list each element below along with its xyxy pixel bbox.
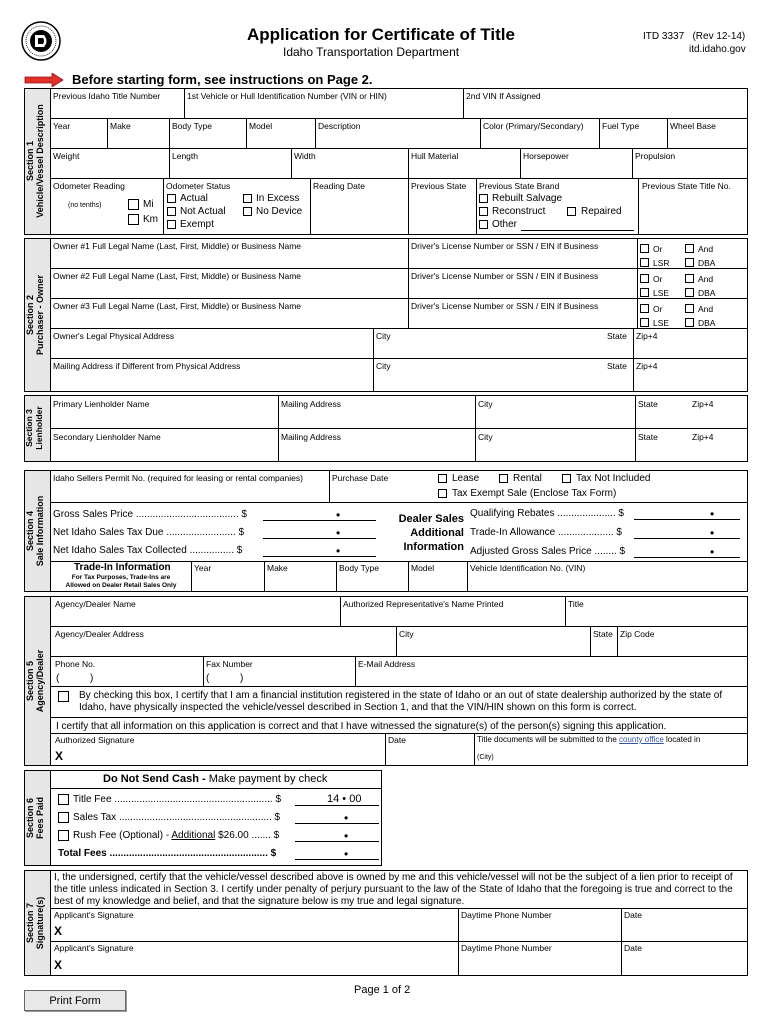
checkbox-owner2-lse[interactable] — [640, 288, 649, 297]
label-applicant-date-1: Date — [624, 910, 642, 920]
label-agency-state: State — [593, 629, 613, 639]
label-owner1-lsr: LSR — [653, 258, 670, 268]
decimal-tradein-allowance: • — [710, 526, 715, 540]
decimal-total-fees: • — [344, 847, 349, 861]
field-tradein-allowance[interactable] — [634, 538, 740, 539]
title-docs-text: Title documents will be submitted to the county office located in — [477, 735, 701, 744]
label-secondary-lienholder: Secondary Lienholder Name — [53, 432, 161, 442]
label-owner2-dba: DBA — [698, 288, 716, 298]
label-rebates: Qualifying Rebates ..................... $ — [470, 508, 624, 519]
label-owner3-and: And — [698, 304, 714, 314]
label-vin1: 1st Vehicle or Hull Identification Number (VIN or HIN) — [187, 91, 387, 101]
label-net-tax-due: Net Idaho Sales Tax Due ......................... $ — [53, 527, 245, 538]
label-city-paren: (City) — [477, 754, 494, 761]
label-previous-state: Previous State — [411, 181, 467, 191]
label-agency-name: Agency/Dealer Name — [55, 599, 136, 609]
checkbox-rebuilt-salvage[interactable] — [479, 194, 488, 203]
label-odometer: Odometer Reading — [53, 181, 125, 191]
field-net-tax-due[interactable] — [263, 538, 376, 539]
label-mi: Mi — [143, 199, 154, 210]
applicant-signature-1-x[interactable]: X — [54, 924, 63, 938]
section-1-label: Section 1 Vehicle/Vessel Description — [25, 104, 46, 218]
field-gross-sales[interactable] — [263, 520, 376, 521]
label-gross-sales: Gross Sales Price ..................................... $ — [53, 509, 247, 520]
value-title-fee: 14 • 00 — [327, 793, 362, 805]
label-phone: Phone No. — [55, 659, 96, 669]
decimal-net-tax-collected: • — [336, 544, 341, 558]
label-previous-title: Previous Idaho Title Number — [53, 91, 161, 101]
label-no-tenths: (no tenths) — [68, 202, 102, 209]
label-model: Model — [249, 121, 273, 131]
label-rep-name: Authorized Representative's Name Printed — [343, 599, 504, 609]
label-agency-city: City — [399, 629, 414, 639]
label-description: Description — [318, 121, 361, 131]
checkbox-owner3-dba[interactable] — [685, 318, 694, 327]
checkbox-actual[interactable] — [167, 194, 176, 203]
label-in-excess: In Excess — [256, 193, 300, 204]
label-reconstruct: Reconstruct — [492, 206, 546, 217]
label-secondary-mailing: Mailing Address — [281, 432, 342, 442]
label-previous-state-title: Previous State Title No. — [642, 181, 731, 191]
checkbox-mi[interactable] — [128, 199, 139, 210]
label-adjusted-gross: Adjusted Gross Sales Price ........ $ — [470, 546, 626, 557]
label-primary-lienholder: Primary Lienholder Name — [53, 399, 150, 409]
decimal-rush-fee: • — [344, 829, 349, 843]
owner-certify-text: I, the undersigned, certify that the vehicle/vessel described above is owned by me and this vehicle/vessel will not be the subject of a lien prior to receipt of the title unless indicated in Section 3. I certify under penalty of perjury pursuant to the law of the State of Idaho that the foregoing is true and correct to the best of my knowledge and belief, and that the signature below is my true and legal signature. — [54, 872, 733, 907]
arrow-right-icon — [24, 73, 64, 87]
label-sellers-permit: Idaho Sellers Permit No. (required for leasing or rental companies) — [53, 473, 303, 483]
label-tradein-year: Year — [194, 563, 212, 573]
label-primary-city: City — [478, 399, 493, 409]
label-make: Make — [110, 121, 131, 131]
label-authorized-date: Date — [388, 735, 406, 745]
checkbox-rental[interactable] — [499, 474, 508, 483]
label-title-fee: Title Fee ......................................................... $ — [73, 794, 282, 805]
label-email: E-Mail Address — [358, 659, 416, 669]
fax-paren-open: ( — [206, 673, 210, 684]
checkbox-tax-not-included[interactable] — [562, 474, 571, 483]
decimal-net-tax-due: • — [336, 526, 341, 540]
checkbox-not-actual[interactable] — [167, 207, 176, 216]
checkbox-owner2-and[interactable] — [685, 274, 694, 283]
label-tradein-body: Body Type — [339, 563, 380, 573]
other-underline[interactable] — [521, 230, 634, 231]
checkbox-rush-fee[interactable] — [58, 830, 69, 841]
label-purchase-date: Purchase Date — [332, 473, 389, 483]
dealer-info-heading: Dealer Sales Additional Information — [398, 513, 464, 553]
field-net-tax-collected[interactable] — [263, 556, 376, 557]
section-3-label: Section 3 Lienholder — [24, 406, 44, 450]
itd-seal-logo — [20, 20, 62, 62]
label-dl2: Driver's License Number or SSN / EIN if Business — [411, 271, 599, 281]
applicant-signature-2-x[interactable]: X — [54, 958, 63, 972]
label-dl1: Driver's License Number or SSN / EIN if Business — [411, 241, 599, 251]
fax-paren-close: ) — [240, 673, 244, 684]
label-lease: Lease — [452, 473, 480, 484]
label-authorized-signature: Authorized Signature — [55, 735, 135, 745]
label-total-fees: Total Fees ......................................................... $ — [58, 848, 277, 859]
label-owner1-or: Or — [653, 244, 663, 254]
website: itd.idaho.gov — [689, 44, 746, 55]
label-mailing-address: Mailing Address if Different from Physical Address — [53, 361, 241, 371]
label-repaired: Repaired — [581, 206, 622, 217]
label-tax-exempt: Tax Exempt Sale (Enclose Tax Form) — [452, 488, 617, 499]
checkbox-owner3-lse[interactable] — [640, 318, 649, 327]
section-4-label: Section 4 Sale Information — [25, 495, 46, 567]
label-owner2-or: Or — [653, 274, 663, 284]
checkbox-in-excess[interactable] — [243, 194, 252, 203]
label-agency-zip: Zip Code — [620, 629, 655, 639]
label-not-actual: Not Actual — [180, 206, 226, 217]
label-weight: Weight — [53, 151, 80, 161]
certify-all-text: I certify that all information on this application is correct and that I have witnessed the signature(s) of the person(s) signing this application. — [56, 721, 667, 732]
label-wheel-base: Wheel Base — [670, 121, 716, 131]
county-office-link[interactable]: county office — [619, 735, 664, 744]
label-body-type: Body Type — [172, 121, 213, 131]
label-dl3: Driver's License Number or SSN / EIN if Business — [411, 301, 599, 311]
label-mailing-zip: Zip+4 — [636, 361, 658, 371]
form-title: Application for Certificate of Title — [247, 25, 515, 44]
field-sales-tax[interactable] — [295, 823, 379, 824]
label-propulsion: Propulsion — [635, 151, 676, 161]
label-tradein-allowance: Trade-In Allowance .................... $ — [470, 527, 622, 538]
label-tradein-vin: Vehicle Identification No. (VIN) — [470, 563, 586, 573]
label-color: Color (Primary/Secondary) — [483, 121, 584, 131]
field-title-fee[interactable] — [295, 805, 379, 806]
section-2-label: Section 2 Purchaser - Owner — [25, 274, 46, 356]
label-physical-address: Owner's Legal Physical Address — [53, 331, 175, 341]
no-cash-heading: Do Not Send Cash - Make payment by check — [103, 773, 328, 785]
label-agency-address: Agency/Dealer Address — [55, 629, 144, 639]
label-rush-fee: Rush Fee (Optional) - Additional $26.00 ....... $ — [73, 830, 280, 841]
label-km: Km — [143, 214, 158, 225]
label-owner2-and: And — [698, 274, 714, 284]
checkbox-owner1-lsr[interactable] — [640, 258, 649, 267]
label-owner1-dba: DBA — [698, 258, 716, 268]
label-owner2: Owner #2 Full Legal Name (Last, First, Middle) or Business Name — [53, 271, 302, 281]
label-rental: Rental — [513, 473, 542, 484]
label-applicant-signature-2: Applicant's Signature — [54, 943, 134, 953]
decimal-sales-tax: • — [344, 811, 349, 825]
checkbox-km[interactable] — [128, 214, 139, 225]
label-applicant-phone-1: Daytime Phone Number — [461, 910, 552, 920]
label-fax: Fax Number — [206, 659, 253, 669]
label-applicant-signature-1: Applicant's Signature — [54, 910, 134, 920]
label-tradein-title: Trade-In Information — [74, 562, 171, 573]
label-owner1: Owner #1 Full Legal Name (Last, First, Middle) or Business Name — [53, 241, 302, 251]
page-number: Page 1 of 2 — [354, 984, 411, 996]
label-reading-date: Reading Date — [313, 181, 365, 191]
section-1-vehicle-description — [24, 88, 748, 235]
label-owner3-dba: DBA — [698, 318, 716, 328]
label-previous-brand: Previous State Brand — [479, 181, 560, 191]
label-owner2-lse: LSE — [653, 288, 670, 298]
label-tax-not-included: Tax Not Included — [576, 473, 651, 484]
label-hull-material: Hull Material — [411, 151, 459, 161]
checkbox-title-fee[interactable] — [58, 794, 69, 805]
field-rebates[interactable] — [634, 519, 740, 520]
checkbox-tax-exempt[interactable] — [438, 489, 447, 498]
label-no-device: No Device — [256, 206, 303, 217]
decimal-gross-sales: • — [336, 508, 341, 522]
decimal-rebates: • — [710, 507, 715, 521]
checkbox-owner1-and[interactable] — [685, 244, 694, 253]
checkbox-dealer-certify[interactable] — [58, 691, 69, 702]
checkbox-owner3-or[interactable] — [640, 304, 649, 313]
label-net-tax-collected: Net Idaho Sales Tax Collected ................ $ — [53, 545, 243, 556]
label-physical-zip: Zip+4 — [636, 331, 658, 341]
label-rebuilt-salvage: Rebuilt Salvage — [492, 193, 563, 204]
label-secondary-zip: Zip+4 — [692, 432, 714, 442]
label-tradein-model: Model — [411, 563, 435, 573]
checkbox-owner2-or[interactable] — [640, 274, 649, 283]
label-horsepower: Horsepower — [523, 151, 569, 161]
checkbox-no-device[interactable] — [243, 207, 252, 216]
label-owner3-or: Or — [653, 304, 663, 314]
label-tradein-make: Make — [267, 563, 288, 573]
label-vin2: 2nd VIN If Assigned — [466, 91, 541, 101]
checkbox-sales-tax[interactable] — [58, 812, 69, 823]
checkbox-exempt[interactable] — [167, 220, 176, 229]
label-primary-zip: Zip+4 — [692, 399, 714, 409]
field-adjusted-gross[interactable] — [634, 557, 740, 558]
field-rush-fee[interactable] — [295, 841, 379, 842]
label-primary-mailing: Mailing Address — [281, 399, 342, 409]
checkbox-owner1-or[interactable] — [640, 244, 649, 253]
label-actual: Actual — [180, 193, 208, 204]
print-form-button[interactable]: Print Form — [24, 990, 126, 1011]
instructions-note: Before starting form, see instructions on Page 2. — [72, 72, 373, 87]
tradein-note: For Tax Purposes, Trade-Ins are Allowed on Dealer Retail Sales Only — [65, 574, 177, 589]
label-physical-state: State — [607, 331, 627, 341]
field-total-fees[interactable] — [295, 859, 379, 860]
label-rep-title: Title — [568, 599, 584, 609]
label-sales-tax: Sales Tax ....................................................... $ — [73, 812, 281, 823]
checkbox-other[interactable] — [479, 220, 488, 229]
checkbox-repaired[interactable] — [567, 207, 576, 216]
label-other: Other — [492, 219, 518, 230]
label-fuel: Fuel Type — [602, 121, 640, 131]
section-6-label: Section 6 Fees Paid — [25, 796, 46, 840]
phone-paren-open: ( — [56, 673, 60, 684]
label-owner3-lse: LSE — [653, 318, 670, 328]
phone-paren-close: ) — [90, 673, 94, 684]
label-odometer-status: Odometer Status — [166, 181, 231, 191]
checkbox-reconstruct[interactable] — [479, 207, 488, 216]
label-mailing-city: City — [376, 361, 391, 371]
form-number: ITD 3337 (Rev 12-14) — [643, 31, 746, 42]
checkbox-owner1-dba[interactable] — [685, 258, 694, 267]
label-applicant-phone-2: Daytime Phone Number — [461, 943, 552, 953]
label-mailing-state: State — [607, 361, 627, 371]
label-applicant-date-2: Date — [624, 943, 642, 953]
form-subtitle: Idaho Transportation Department — [283, 45, 460, 59]
dealer-certify-text: By checking this box, I certify that I am a financial institution registered in the state of Idaho or an out of state dealership authorized by the state of Idaho, have physically inspected the vehicle/vessel described in Section 1, and that the VIN/HIN shown on this form is correct. — [79, 690, 723, 713]
label-secondary-city: City — [478, 432, 493, 442]
decimal-adjusted-gross: • — [710, 545, 715, 559]
section-7-label: Section 7 Signature(s) — [25, 896, 46, 950]
authorized-signature-x[interactable]: X — [55, 749, 64, 763]
checkbox-owner2-dba[interactable] — [685, 288, 694, 297]
checkbox-lease[interactable] — [438, 474, 447, 483]
label-physical-city: City — [376, 331, 391, 341]
label-secondary-state: State — [638, 432, 658, 442]
label-length: Length — [172, 151, 198, 161]
label-width: Width — [294, 151, 316, 161]
label-year: Year — [53, 121, 71, 131]
checkbox-owner3-and[interactable] — [685, 304, 694, 313]
section-5-label: Section 5 Agency/Dealer — [25, 649, 46, 713]
label-owner3: Owner #3 Full Legal Name (Last, First, Middle) or Business Name — [53, 301, 302, 311]
label-exempt: Exempt — [180, 219, 214, 230]
label-primary-state: State — [638, 399, 658, 409]
label-owner1-and: And — [698, 244, 714, 254]
